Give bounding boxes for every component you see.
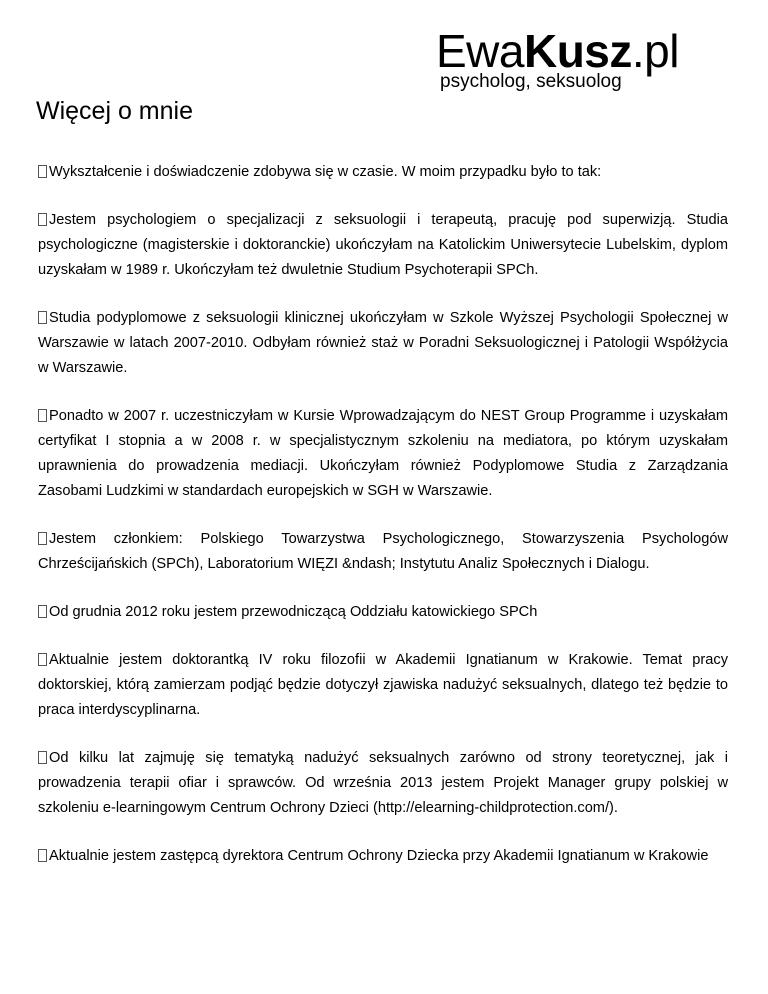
page-title: Więcej o mnie: [36, 97, 193, 125]
paragraph-doctorate: Aktualnie jestem doktorantką IV roku filozofii w Akademii Ignatianum w Krakowie. Temat pracy doktorskiej, którą zamierzam podjąć będzie dotyczył zjawiska nadużyć seksualnych, dlatego też będzie to praca interdyscyplinarna.: [38, 648, 728, 723]
content-body: [38, 160, 728, 892]
paragraph-memberships: Jestem członkiem: Polskiego Towarzystwa Psychologicznego, Stowarzyszenia Psychologów Chrześcijańskich (SPCh), Laboratorium WIĘZI &ndash; Instytutu Analiz Społecznych i Dialogu.: [38, 527, 728, 577]
paragraph-chairwoman: Od grudnia 2012 roku jestem przewodniczącą Oddziału katowickiego SPCh: [38, 600, 728, 625]
logo-tagline: psycholog, seksuolog: [440, 71, 622, 92]
logo-wordmark: [436, 25, 736, 77]
paragraph-intro: Wykształcenie i doświadczenie zdobywa się w czasie. W moim przypadku było to tak:: [38, 160, 728, 185]
paragraph-courses: Ponadto w 2007 r. uczestniczyłam w Kursie Wprowadzającym do NEST Group Programme i uzyskałam certyfikat I stopnia a w 2008 r. w specjalistycznym szkoleniu na mediatora, po którym uzyskałam uprawnienia do prowadzenia mediacji. Ukończyłam również Podyplomowe Studia z Zarządzania Zasobami Ludzkimi w standardach europejskich w SGH w Warszawie.: [38, 404, 728, 504]
logo-brand-domain: .pl: [631, 25, 679, 77]
logo-brand-bold: Kusz: [523, 25, 632, 77]
paragraph-postgraduate: Studia podyplomowe z seksuologii klinicznej ukończyłam w Szkole Wyższej Psychologii Społecznej w Warszawie w latach 2007-2010. Odbyłam również staż w Poradni Seksuologicznej i Patologii Współżycia w Warszawie.: [38, 306, 728, 381]
paragraph-deputy-director: Aktualnie jestem zastępcą dyrektora Centrum Ochrony Dziecka przy Akademii Ignatianum w Krakowie: [38, 844, 728, 869]
site-logo: [436, 25, 736, 92]
paragraph-abuse-topic: Od kilku lat zajmuję się tematyką nadużyć seksualnych zarówno od strony teoretycznej, jak i prowadzenia terapii ofiar i sprawców. Od września 2013 jestem Projekt Manager grupy polskiej w szkoleniu e-learningowym Centrum Ochrony Dzieci (http://elearning-childprotection.com/).: [38, 746, 728, 821]
logo-brand-first: Ewa: [436, 25, 524, 77]
paragraph-education: Jestem psychologiem o specjalizacji z seksuologii i terapeutą, pracuję pod superwizją. Studia psychologiczne (magisterskie i doktoranckie) ukończyłam na Katolickim Uniwersytecie Lubelskim, dyplom uzyskałam w 1989 r. Ukończyłam też dwuletnie Studium Psychoterapii SPCh.: [38, 208, 728, 283]
